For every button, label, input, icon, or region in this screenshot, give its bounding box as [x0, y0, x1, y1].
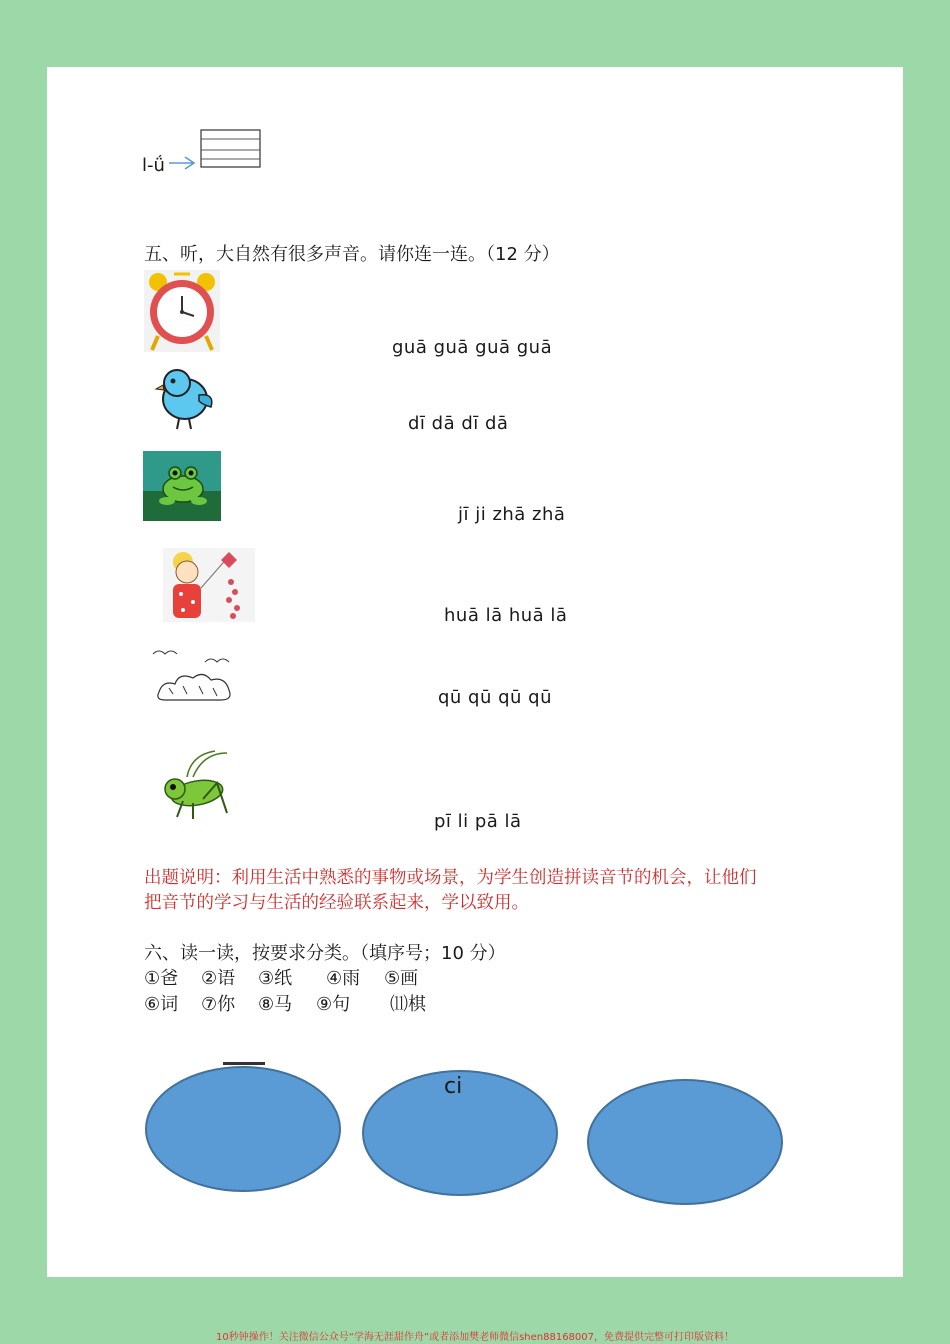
word-item: ⑦你 [201, 994, 236, 1015]
pinyin-item-label: l-ǘ [142, 155, 165, 176]
frog-icon[interactable] [143, 451, 221, 521]
writing-grid[interactable] [200, 129, 262, 169]
section6-heading: 六、读一读，按要求分类。（填序号；10 分） [144, 943, 506, 964]
section5-heading: 五、听，大自然有很多声音。请你连一连。（12 分） [144, 244, 560, 265]
word-item: ⑾棋 [390, 994, 426, 1015]
grasshopper-icon[interactable] [153, 747, 233, 827]
rain-clouds-icon[interactable] [149, 644, 237, 706]
word-item: ①爸 [144, 968, 179, 989]
oval-label: ci [444, 1074, 463, 1099]
word-item: ⑨句 [316, 994, 351, 1015]
sound-label: jī ji zhā zhā [458, 504, 566, 525]
arrow-icon [169, 155, 197, 171]
sound-label: huā lā huā lā [444, 605, 568, 626]
bird-icon[interactable] [155, 365, 217, 433]
sound-label: dī dā dī dā [408, 413, 509, 434]
alarm-clock-icon[interactable] [144, 270, 220, 352]
sound-label: pī li pā lā [434, 811, 522, 832]
note-line: 把音节的学习与生活的经验联系起来，学以致用。 [144, 893, 529, 913]
word-item: ⑥词 [144, 994, 179, 1015]
note-line: 出题说明：利用生活中熟悉的事物或场景，为学生创造拼读音节的机会，让他们 [144, 868, 757, 888]
category-oval[interactable] [144, 1065, 342, 1193]
word-item: ②语 [201, 968, 236, 989]
sound-label: qū qū qū qū [438, 687, 553, 708]
word-item: ③纸 [258, 968, 293, 989]
sound-label: guā guā guā guā [392, 337, 553, 358]
word-item: ⑧马 [258, 994, 293, 1015]
worksheet-page [47, 67, 903, 1277]
footer-note: 10秒钟操作！关注微信公众号“学海无涯甜作舟”或者添加樊老师微信shen88168007，免费提供完整可打印版资料！ [215, 1332, 735, 1343]
word-item: ⑤画 [384, 968, 419, 989]
word-item: ④雨 [326, 968, 361, 989]
child-with-kite-icon[interactable] [163, 548, 255, 622]
category-oval[interactable] [586, 1078, 784, 1206]
